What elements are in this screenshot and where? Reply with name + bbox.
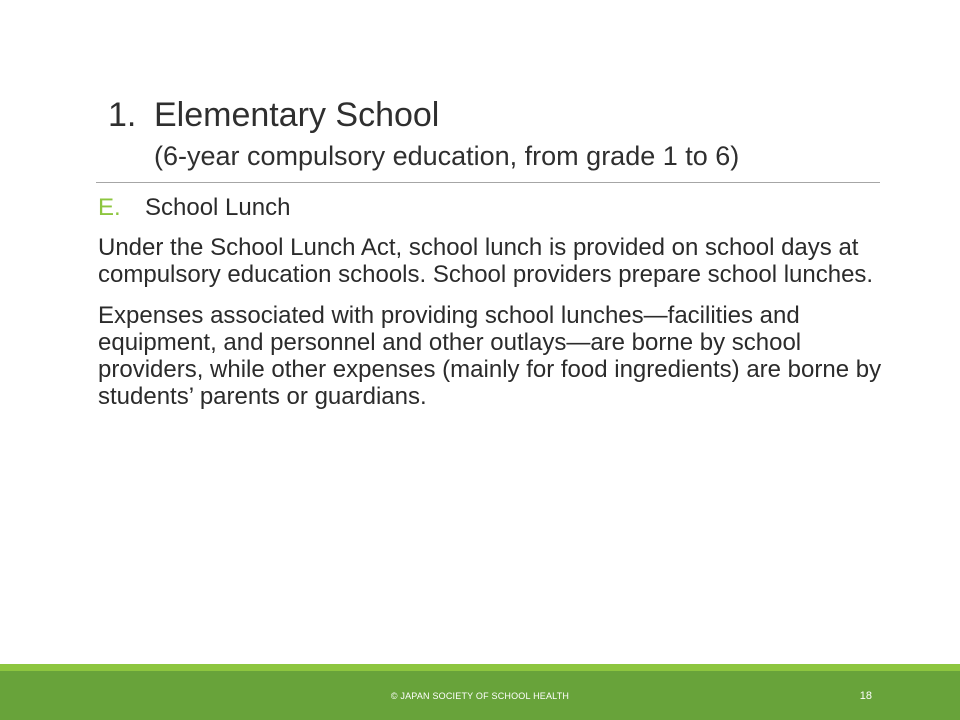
section-letter: E. — [98, 194, 121, 221]
page-number: 18 — [859, 690, 872, 702]
section-heading — [98, 194, 888, 222]
paragraph-expenses: Expenses associated with providing school lunches—facilities and equipment, and personnel and other outlays—are borne by school providers, while other expenses (mainly for food ingredients) are borne by students’ parents or guardians. — [98, 302, 882, 410]
title-line — [108, 96, 888, 135]
content-body — [98, 194, 888, 424]
footer-accent-stripe — [0, 664, 960, 671]
page-subtitle: (6-year compulsory education, from grade 1 to 6) — [154, 141, 740, 171]
page-title: Elementary School — [154, 96, 440, 134]
section-heading-text: School Lunch — [145, 194, 291, 221]
paragraph-school-lunch-act: Under the School Lunch Act, school lunch is provided on school days at compulsory education schools. School providers prepare school lunches. — [98, 234, 874, 288]
title-divider — [96, 182, 880, 183]
footer-copyright: © JAPAN SOCIETY OF SCHOOL HEALTH — [390, 691, 570, 701]
footer-bar — [0, 671, 960, 720]
title-number: 1. — [108, 96, 137, 134]
title-block — [108, 96, 888, 172]
